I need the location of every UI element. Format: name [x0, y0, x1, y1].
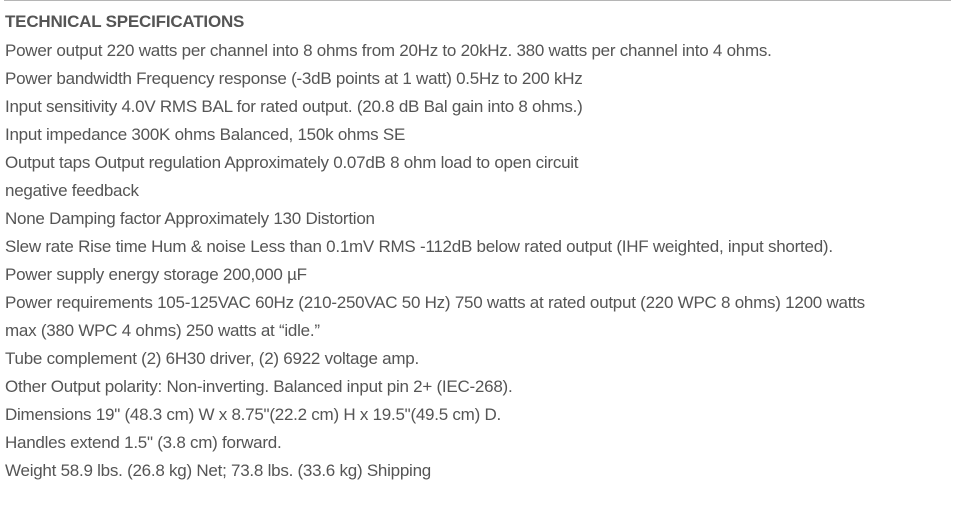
- spec-line-power-supply: Power supply energy storage 200,000 µF: [5, 265, 307, 284]
- section-heading: TECHNICAL SPECIFICATIONS: [5, 12, 245, 31]
- spec-line-weight: Weight 58.9 lbs. (26.8 kg) Net; 73.8 lbs. (33.6 kg) Shipping: [5, 461, 431, 480]
- spec-line-power-requirements-cont: max (380 WPC 4 ohms) 250 watts at “idle.”: [5, 321, 320, 340]
- spec-line-input-sensitivity: Input sensitivity 4.0V RMS BAL for rated output. (20.8 dB Bal gain into 8 ohms.): [5, 97, 583, 116]
- top-divider: [4, 0, 951, 1]
- spec-line-handles: Handles extend 1.5" (3.8 cm) forward.: [5, 433, 282, 452]
- spec-line-tube-complement: Tube complement (2) 6H30 driver, (2) 6922 voltage amp.: [5, 349, 419, 368]
- technical-specifications-section: [5, 11, 945, 485]
- spec-line-negative-feedback: negative feedback: [5, 181, 139, 200]
- spec-line-input-impedance: Input impedance 300K ohms Balanced, 150k ohms SE: [5, 125, 406, 144]
- spec-line-damping-factor: None Damping factor Approximately 130 Distortion: [5, 209, 375, 228]
- spec-line-power-output: Power output 220 watts per channel into 8 ohms from 20Hz to 20kHz. 380 watts per channel into 4 ohms.: [5, 41, 772, 60]
- spec-line-output-taps: Output taps Output regulation Approximately 0.07dB 8 ohm load to open circuit: [5, 153, 579, 172]
- spec-line-power-bandwidth: Power bandwidth Frequency response (-3dB points at 1 watt) 0.5Hz to 200 kHz: [5, 69, 583, 88]
- spec-line-output-polarity: Other Output polarity: Non-inverting. Balanced input pin 2+ (IEC-268).: [5, 377, 513, 396]
- spec-line-slew-rate: Slew rate Rise time Hum & noise Less than 0.1mV RMS -112dB below rated output (IHF weighted, input shorted).: [5, 237, 833, 256]
- spec-line-power-requirements: Power requirements 105-125VAC 60Hz (210-250VAC 50 Hz) 750 watts at rated output (220 WPC 8 ohms) 1200 watts: [5, 293, 865, 312]
- spec-line-dimensions: Dimensions 19" (48.3 cm) W x 8.75"(22.2 cm) H x 19.5"(49.5 cm) D.: [5, 405, 501, 424]
